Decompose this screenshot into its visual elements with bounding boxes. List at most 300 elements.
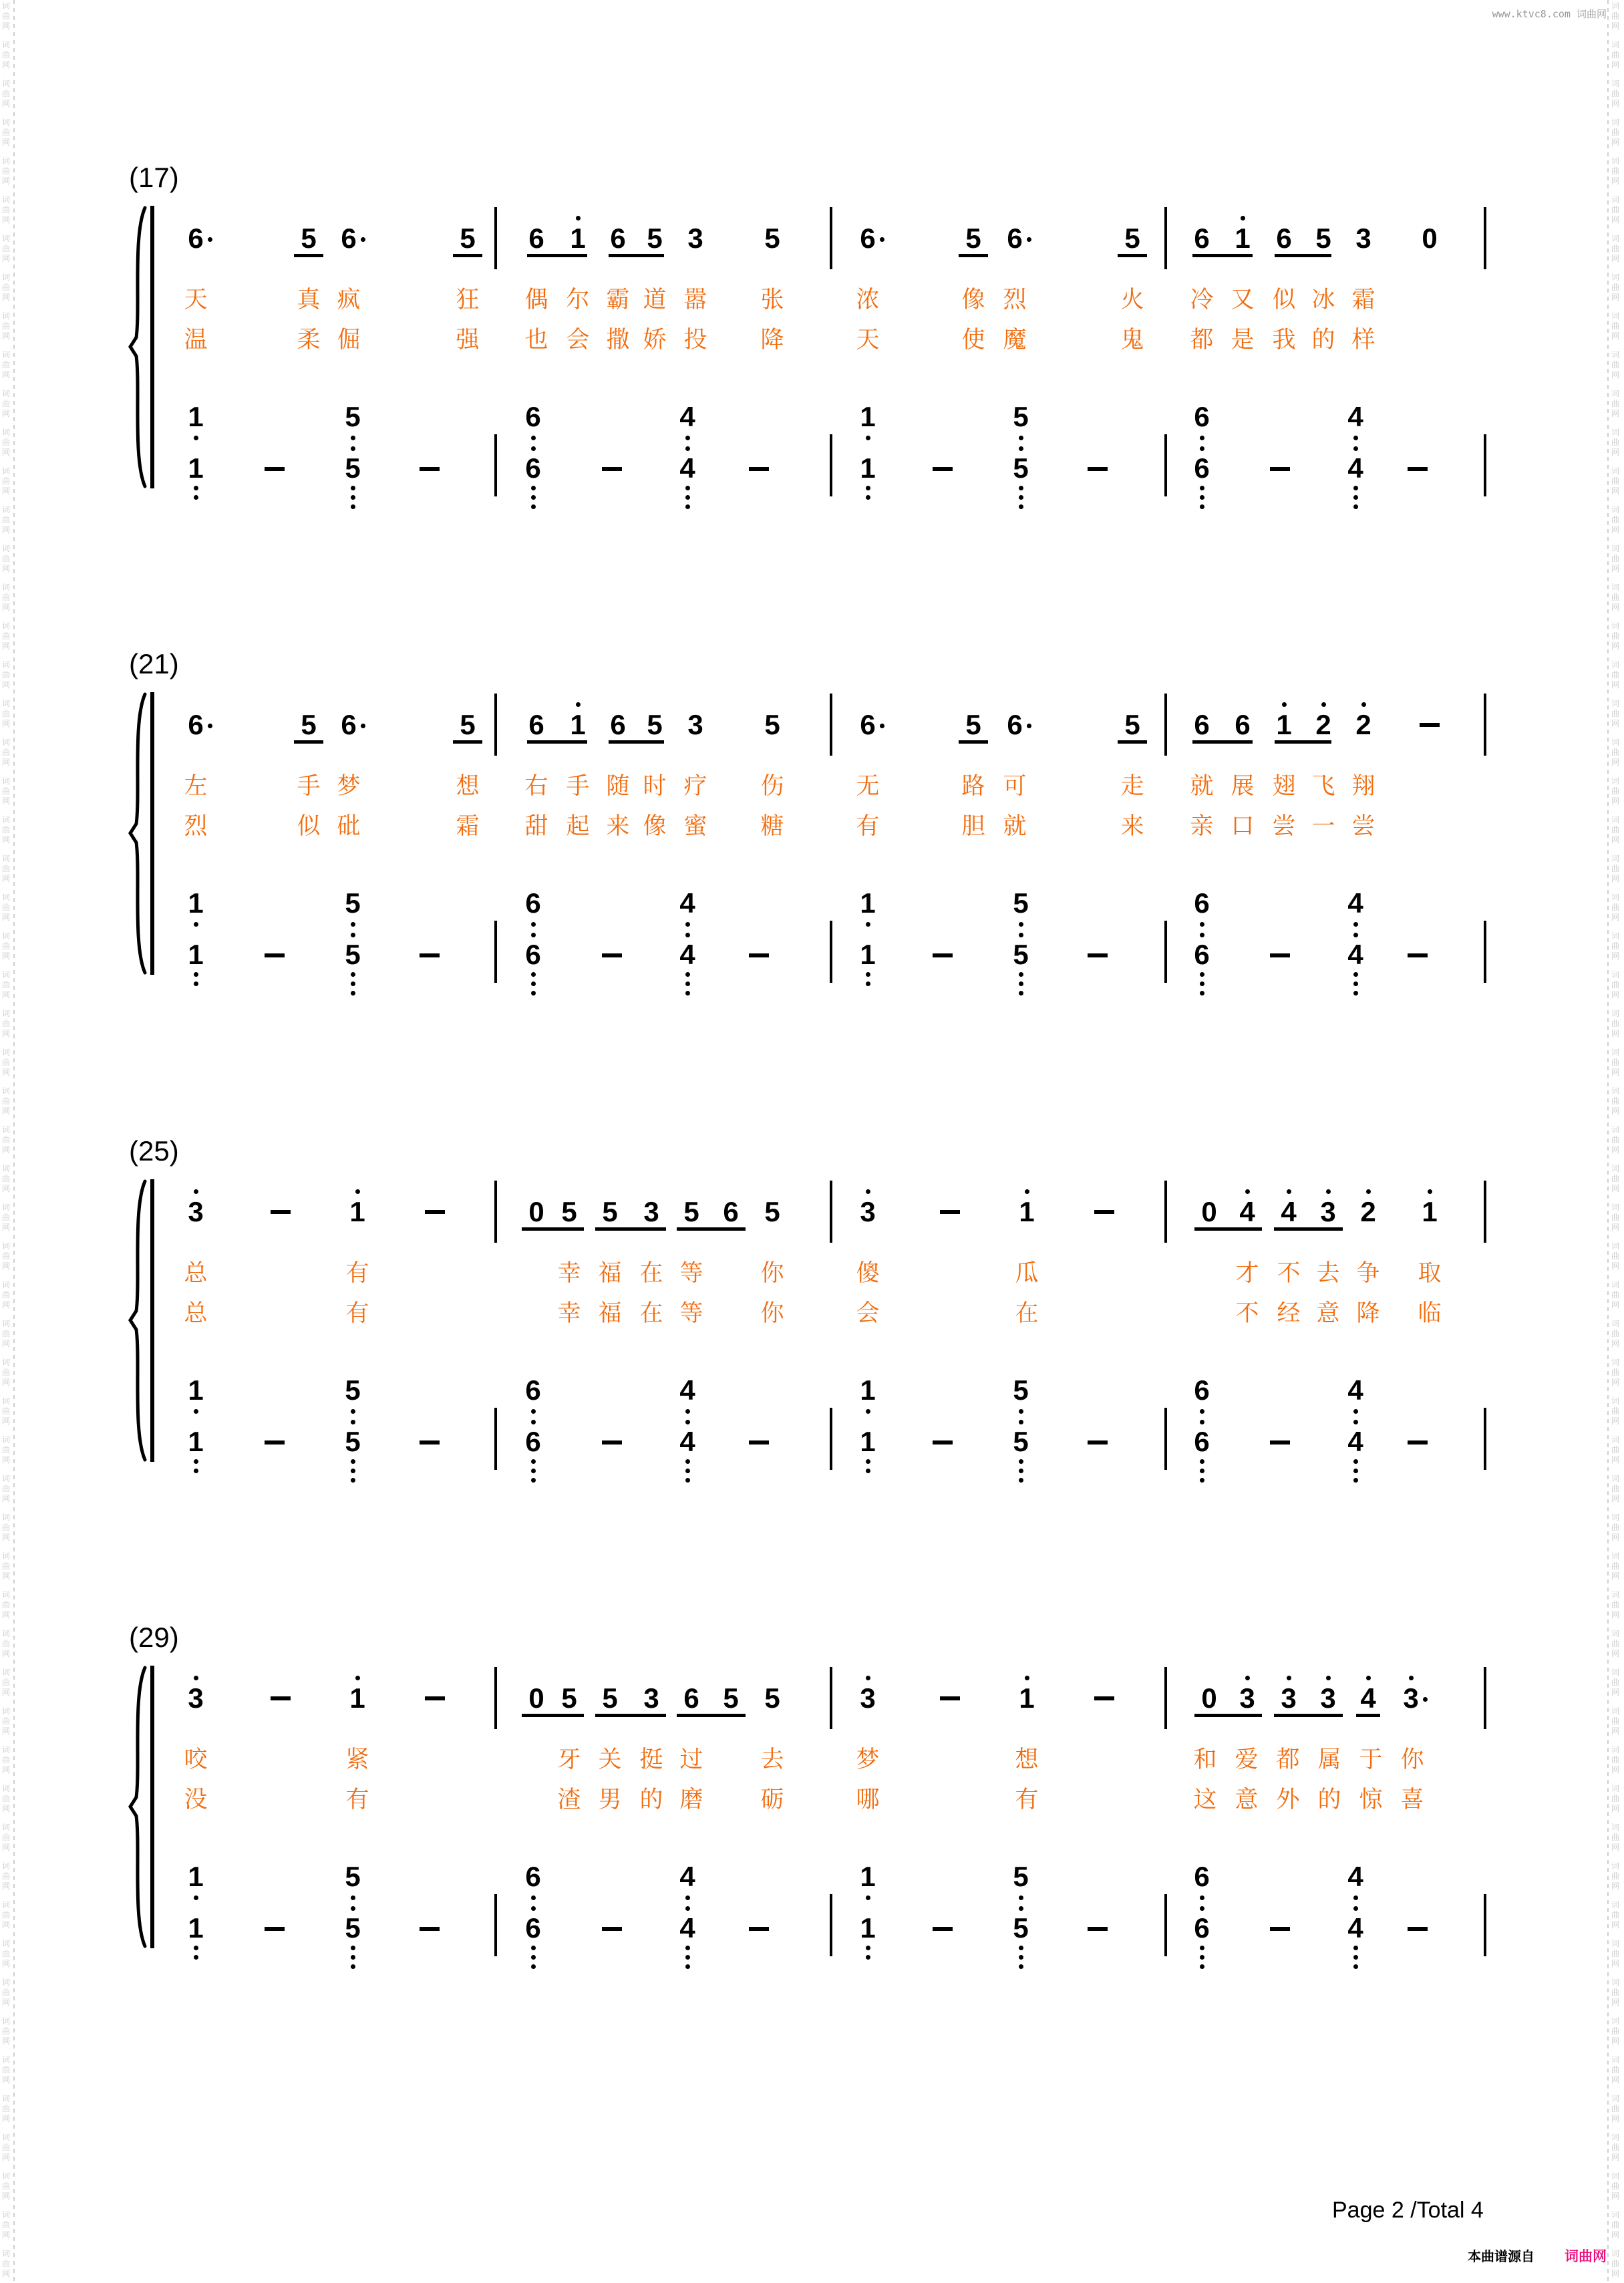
watermark-side-char: 曲 (1611, 941, 1620, 951)
watermark-side-char: 网 (2, 1804, 11, 1813)
beam-underline (1274, 1714, 1343, 1717)
lyric-line-2-char: 有 (1015, 1787, 1039, 1813)
lyric-line-2-char: 口 (1231, 813, 1255, 839)
watermark-side-char: 网 (2, 2075, 11, 2085)
beam-underline (527, 254, 587, 257)
beam-underline (609, 254, 664, 257)
bass-upper-note: 5 (345, 1861, 361, 1892)
bass-upper-note: 6 (525, 1374, 541, 1406)
augmentation-dot (208, 724, 212, 728)
octave-dot-above (194, 1676, 198, 1680)
melody-note: 1 (1422, 1196, 1438, 1227)
watermark-side-char: 曲 (1611, 1019, 1620, 1028)
melody-note: 5 (1315, 222, 1331, 254)
bass-dash (1270, 953, 1290, 957)
octave-dot-below (1019, 991, 1023, 996)
bass-barline (1164, 434, 1167, 496)
melody-note: 0 (1201, 1682, 1217, 1714)
octave-dot-above (576, 702, 581, 707)
system-measures-25 (0, 1135, 1624, 1517)
octave-dot-below (351, 1964, 355, 1969)
lyric-line-2-char: 磨 (679, 1787, 703, 1813)
lyric-line-1-char: 你 (1400, 1746, 1424, 1773)
octave-dot-below (351, 504, 355, 509)
lyric-line-1-char: 瓜 (1015, 1260, 1039, 1286)
bass-lower-note: 5 (345, 1912, 361, 1944)
bass-barline (830, 1408, 832, 1470)
augmentation-dot (208, 237, 212, 242)
octave-dot-below (1353, 981, 1358, 986)
measure-number-label: (21) (129, 648, 179, 679)
melody-note: 5 (602, 1682, 618, 1714)
octave-dot-below (194, 1409, 198, 1414)
watermark-side-char: 网 (1611, 1610, 1620, 1620)
watermark-side-char: 词 (1611, 273, 1620, 282)
watermark-side-char: 词 (2, 1513, 11, 1522)
lyric-line-1-char: 随 (606, 773, 630, 799)
watermark-side-char: 网 (1611, 1804, 1620, 1813)
lyric-line-1-char: 火 (1120, 287, 1144, 313)
bass-lower-note: 5 (345, 1426, 361, 1457)
octave-dot-below (1019, 1420, 1023, 1424)
watermark-side-char: 词 (1611, 350, 1620, 359)
watermark-side-char: 曲 (1611, 1716, 1620, 1726)
lyric-line-2-char: 降 (1356, 1300, 1380, 1326)
lyric-line-2-char: 魔 (1003, 327, 1027, 353)
lyric-line-2-char: 甜 (524, 813, 548, 839)
watermark-side-char: 曲 (2, 360, 11, 369)
melody-note: 1 (1019, 1196, 1035, 1227)
watermark-side-char: 词 (2, 79, 11, 88)
bass-upper-note: 4 (679, 887, 695, 919)
bass-dash (1088, 467, 1108, 471)
bass-dash (933, 1927, 953, 1931)
lyric-line-2-char: 喜 (1400, 1787, 1424, 1813)
bass-lower-note: 1 (860, 452, 876, 484)
octave-dot-above (355, 1676, 360, 1680)
watermark-side-char: 曲 (2, 1949, 11, 1958)
watermark-side-char: 曲 (1611, 1213, 1620, 1222)
watermark-side-char: 词 (1611, 1435, 1620, 1444)
lyric-line-1-char: 飞 (1311, 773, 1335, 799)
melody-note: 0 (1422, 222, 1438, 254)
watermark-side-char: 网 (2, 1881, 11, 1891)
octave-dot-below (1019, 933, 1023, 937)
watermark-side-char: 网 (1611, 1223, 1620, 1232)
octave-dot-above (576, 216, 581, 220)
bass-upper-note: 4 (1347, 401, 1363, 432)
lyric-line-1-char: 等 (679, 1260, 703, 1286)
watermark-side-char: 曲 (1611, 1949, 1620, 1958)
octave-dot-below (866, 1946, 870, 1950)
watermark-side-char: 曲 (2, 1213, 11, 1222)
octave-dot-below (685, 991, 690, 996)
watermark-side-char: 网 (1611, 331, 1620, 341)
lyric-line-2-char: 撒 (606, 327, 630, 353)
watermark-side-char: 网 (2, 1920, 11, 1930)
watermark-side-char: 曲 (2, 1794, 11, 1803)
watermark-side-char: 词 (2, 1706, 11, 1716)
lyric-line-2-char: 投 (683, 327, 707, 353)
octave-dot-below (685, 1459, 690, 1464)
watermark-side-char: 曲 (2, 2259, 11, 2268)
watermark-side-char: 曲 (2, 941, 11, 951)
watermark-side-char: 曲 (2, 283, 11, 292)
watermark-side-char: 网 (2, 525, 11, 535)
watermark-side-char: 词 (2, 931, 11, 941)
lyric-line-2-char: 渣 (557, 1787, 581, 1813)
watermark-side-char: 词 (2, 1474, 11, 1483)
watermark-side-char: 曲 (1611, 2104, 1620, 2113)
watermark-side-char: 曲 (1611, 1639, 1620, 1648)
melody-note: 4 (1360, 1682, 1376, 1714)
octave-dot-below (1019, 1478, 1023, 1483)
lyric-line-2-char: 胆 (961, 813, 985, 839)
watermark-side-char: 词 (1611, 428, 1620, 437)
lyric-line-2-char: 都 (1190, 327, 1214, 353)
octave-dot-below (1200, 486, 1204, 490)
melody-note: 1 (570, 709, 586, 740)
beam-underline (1118, 740, 1147, 744)
watermark-side-char: 网 (1611, 1765, 1620, 1775)
watermark-side-char: 网 (1611, 1261, 1620, 1271)
octave-dot-below (531, 495, 536, 500)
watermark-side-char: 词 (1611, 505, 1620, 514)
melody-note: 3 (1320, 1682, 1336, 1714)
lyric-line-1-char: 爱 (1235, 1746, 1259, 1773)
lyric-line-2-char: 天 (856, 327, 880, 353)
octave-dot-below (685, 1964, 690, 1969)
watermark-side-char: 网 (2, 409, 11, 418)
octave-dot-below (1353, 1459, 1358, 1464)
octave-dot-below (685, 981, 690, 986)
lyric-line-1-char: 烈 (1003, 287, 1027, 313)
watermark-side-char: 网 (1611, 293, 1620, 302)
bass-upper-note: 1 (188, 1861, 204, 1892)
bass-upper-note: 5 (345, 401, 361, 432)
watermark-side-char: 词 (1611, 776, 1620, 786)
watermark-side-char: 网 (2, 1649, 11, 1658)
lyric-line-2-char: 亲 (1190, 813, 1214, 839)
octave-dot-below (194, 922, 198, 927)
octave-dot-below (531, 1895, 536, 1900)
melody-note: 5 (301, 709, 317, 740)
melody-note: 1 (349, 1682, 365, 1714)
watermark-side-char: 词 (2, 234, 11, 243)
watermark-side-char: 网 (1611, 1571, 1620, 1581)
watermark-side-char: 曲 (2, 438, 11, 447)
watermark-side-char: 曲 (2, 825, 11, 834)
watermark-side-char: 网 (1611, 525, 1620, 535)
watermark-side-char: 曲 (1611, 631, 1620, 641)
lyric-line-2-char: 外 (1276, 1787, 1300, 1813)
watermark-side-char: 曲 (2, 1910, 11, 1920)
watermark-side-char: 词 (2, 1435, 11, 1444)
watermark-side-char: 词 (2, 2133, 11, 2142)
watermark-side-char: 词 (1611, 931, 1620, 941)
melody-barline (494, 1667, 497, 1729)
watermark-side-char: 网 (2, 1726, 11, 1736)
bass-lower-note: 1 (188, 452, 204, 484)
watermark-side-char: 曲 (2, 1251, 11, 1261)
bass-dash (1270, 1440, 1290, 1444)
watermark-side-char: 曲 (1611, 1058, 1620, 1067)
octave-dot-below (685, 1906, 690, 1911)
octave-dot-below (866, 495, 870, 500)
watermark-side-char: 网 (2, 874, 11, 883)
bass-lower-note: 5 (1013, 1426, 1029, 1457)
lyric-line-1-char: 手 (566, 773, 590, 799)
octave-dot-below (351, 1906, 355, 1911)
lyric-line-2-char: 在 (639, 1300, 663, 1326)
watermark-side-char: 曲 (2, 2181, 11, 2191)
bass-dash (1270, 467, 1290, 471)
watermark-side-char: 词 (2, 466, 11, 476)
octave-dot-below (1200, 1409, 1204, 1414)
watermark-side-char: 网 (2, 913, 11, 922)
watermark-side-char: 词 (2, 1164, 11, 1173)
watermark-side-char: 词 (2, 311, 11, 321)
octave-dot-below (685, 972, 690, 977)
watermark-side-char: 曲 (1611, 1794, 1620, 1803)
watermark-side-char: 词 (1611, 1784, 1620, 1793)
watermark-side-char: 词 (1611, 2133, 1620, 2142)
watermark-side-char: 网 (1611, 1998, 1620, 2007)
melody-note: 6 (341, 709, 357, 740)
lyric-line-1-char: 咬 (184, 1746, 208, 1773)
lyric-line-2-char: 似 (297, 813, 321, 839)
watermark-side-char: 词 (2, 40, 11, 49)
bass-lower-note: 6 (1194, 939, 1210, 970)
lyric-line-2-char: 有 (856, 813, 880, 839)
watermark-side-char: 词 (1611, 1978, 1620, 1987)
watermark-side-char: 词 (2, 2094, 11, 2103)
lyric-line-2-char: 也 (524, 327, 548, 353)
watermark-side-char: 曲 (1611, 399, 1620, 408)
lyric-line-2-char: 的 (1317, 1787, 1341, 1813)
watermark-side-char: 曲 (1611, 2181, 1620, 2191)
octave-dot-below (1353, 1906, 1358, 1911)
octave-dot-above (1282, 702, 1287, 707)
octave-dot-below (685, 1478, 690, 1483)
bass-upper-note: 6 (525, 401, 541, 432)
watermark-side-char: 词 (1611, 1513, 1620, 1522)
watermark-side-char: 词 (1611, 893, 1620, 902)
melody-note: 3 (643, 1196, 659, 1227)
watermark-side-char: 网 (2, 641, 11, 651)
watermark-side-char: 词 (1611, 1241, 1620, 1251)
watermark-side-char: 词 (2, 970, 11, 979)
bass-barline (1164, 1408, 1167, 1470)
melody-barline (830, 694, 832, 756)
melody-note: 5 (561, 1682, 577, 1714)
watermark-side-char: 词 (2, 699, 11, 708)
watermark-side-char: 词 (2, 273, 11, 282)
octave-dot-below (1019, 1459, 1023, 1464)
octave-dot-below (194, 1946, 198, 1950)
melody-barline (1484, 1181, 1486, 1243)
octave-dot-above (1361, 702, 1366, 707)
lyric-line-2-char: 强 (456, 327, 480, 353)
beam-underline (677, 1227, 746, 1231)
watermark-side-char: 曲 (2, 476, 11, 486)
watermark-side-char: 曲 (1611, 89, 1620, 98)
bass-barline (494, 1408, 497, 1470)
melody-note: 4 (1239, 1196, 1255, 1227)
watermark-side-char: 网 (1611, 370, 1620, 379)
lyric-line-1-char: 右 (524, 773, 548, 799)
watermark-side-char: 曲 (1611, 554, 1620, 563)
bass-upper-note: 1 (188, 1374, 204, 1406)
watermark-side-char: 网 (2, 2114, 11, 2123)
beam-underline (1192, 254, 1253, 257)
footer-source-label: 本曲谱源自 (1468, 2250, 1534, 2264)
watermark-side-char: 词 (1611, 1, 1620, 11)
lyric-line-2-char: 我 (1272, 327, 1296, 353)
lyric-line-1-char: 都 (1276, 1746, 1300, 1773)
melody-barline (830, 1667, 832, 1729)
watermark-side-char: 词 (2, 1590, 11, 1600)
system-measures-29 (0, 1622, 1624, 2003)
watermark-side-char: 词 (2, 544, 11, 553)
lyric-line-1-char: 你 (760, 1260, 784, 1286)
octave-dot-below (685, 1409, 690, 1414)
watermark-side-char: 词 (2, 350, 11, 359)
octave-dot-below (1353, 446, 1358, 451)
watermark-side-char: 曲 (1611, 438, 1620, 447)
lyric-line-2-char: 惊 (1359, 1787, 1383, 1813)
lyric-line-1-char: 取 (1418, 1260, 1442, 1286)
octave-dot-below (685, 495, 690, 500)
octave-dot-below (351, 922, 355, 927)
watermark-side-char: 词 (1611, 1203, 1620, 1212)
bass-lower-note: 4 (1347, 1912, 1363, 1944)
melody-dash (271, 1696, 291, 1700)
octave-dot-below (351, 1469, 355, 1473)
bass-dash (749, 953, 769, 957)
octave-dot-below (1353, 1478, 1358, 1483)
watermark-side-char: 词 (1611, 1706, 1620, 1716)
watermark-side-char: 曲 (2, 670, 11, 679)
watermark-side-char: 曲 (1611, 166, 1620, 176)
watermark-side-char: 曲 (1611, 1251, 1620, 1261)
lyric-line-1-char: 路 (961, 773, 985, 799)
watermark-side-char: 曲 (1611, 786, 1620, 796)
octave-dot-above (1025, 1676, 1029, 1680)
watermark-side-char: 网 (1611, 1145, 1620, 1155)
watermark-side-char: 网 (1611, 1688, 1620, 1697)
watermark-side-char: 网 (1611, 990, 1620, 1000)
watermark-side-char: 词 (2, 1280, 11, 1289)
lyric-line-1-char: 想 (1015, 1746, 1039, 1773)
watermark-side-char: 词 (1611, 1319, 1620, 1328)
octave-dot-below (685, 1469, 690, 1473)
octave-dot-below (685, 446, 690, 451)
watermark-side-char: 网 (2, 835, 11, 845)
lyric-line-1-char: 浓 (856, 287, 880, 313)
bass-dash (1408, 953, 1428, 957)
melody-note: 1 (570, 222, 586, 254)
octave-dot-below (351, 486, 355, 490)
octave-dot-below (531, 504, 536, 509)
watermark-side-char: 网 (2, 1688, 11, 1697)
bass-lower-note: 4 (1347, 1426, 1363, 1457)
bass-lower-note: 4 (679, 1426, 695, 1457)
bass-lower-note: 1 (188, 1426, 204, 1457)
lyric-line-1-char: 和 (1193, 1746, 1217, 1773)
watermark-side-char: 词 (1611, 2094, 1620, 2103)
octave-dot-below (1200, 922, 1204, 927)
bass-barline (494, 921, 497, 983)
watermark-side-char: 曲 (2, 205, 11, 214)
watermark-side-char: 网 (1611, 641, 1620, 651)
watermark-side-char: 词 (2, 621, 11, 631)
lyric-line-2-char: 哪 (856, 1787, 880, 1813)
lyric-line-2-char: 砒 (337, 813, 361, 839)
octave-dot-above (1326, 1676, 1331, 1680)
watermark-side-char: 曲 (1611, 593, 1620, 602)
watermark-side-char: 词 (1611, 1086, 1620, 1096)
watermark-side-char: 曲 (2, 1871, 11, 1881)
watermark-side-char: 词 (2, 1319, 11, 1328)
watermark-side-char: 词 (1611, 1474, 1620, 1483)
melody-dash (940, 1210, 960, 1214)
octave-dot-below (531, 1946, 536, 1950)
beam-underline (1356, 1714, 1380, 1717)
octave-dot-below (685, 922, 690, 927)
melody-barline (830, 1181, 832, 1243)
octave-dot-below (1200, 1955, 1204, 1960)
watermark-side-char: 曲 (2, 1755, 11, 1765)
melody-note: 6 (1194, 222, 1210, 254)
watermark-side-char: 曲 (2, 1019, 11, 1028)
octave-dot-below (685, 1946, 690, 1950)
lyric-line-2-char: 蜜 (683, 813, 707, 839)
octave-dot-below (1353, 486, 1358, 490)
watermark-side-char: 曲 (2, 980, 11, 990)
melody-note: 2 (1360, 1196, 1376, 1227)
bass-lower-note: 1 (860, 1426, 876, 1457)
lyric-line-2-char: 温 (184, 327, 208, 353)
lyric-line-1-char: 去 (760, 1746, 784, 1773)
watermark-side-char: 曲 (2, 1058, 11, 1067)
watermark-side-char: 网 (2, 603, 11, 612)
bass-dash (265, 467, 285, 471)
watermark-side-char: 曲 (2, 864, 11, 873)
melody-note: 6 (860, 709, 876, 740)
melody-note: 6 (860, 222, 876, 254)
octave-dot-below (1200, 436, 1204, 440)
melody-note: 6 (528, 709, 544, 740)
watermark-side-char: 曲 (2, 593, 11, 602)
watermark-side-char: 曲 (2, 89, 11, 98)
melody-note: 6 (723, 1196, 739, 1227)
melody-note: 3 (860, 1682, 876, 1714)
watermark-side-char: 网 (2, 1455, 11, 1465)
lyric-line-2-char: 你 (760, 1300, 784, 1326)
grand-staff-brace (127, 206, 147, 488)
watermark-side-char: 词 (2, 854, 11, 863)
watermark-side-char: 词 (2, 2055, 11, 2065)
bass-upper-note: 1 (860, 401, 876, 432)
watermark-side-char: 网 (2, 176, 11, 186)
octave-dot-below (531, 933, 536, 937)
watermark-side-char: 曲 (1611, 980, 1620, 990)
watermark-side-char: 曲 (2, 2143, 11, 2152)
melody-note: 5 (683, 1196, 699, 1227)
bass-lower-note: 4 (679, 939, 695, 970)
octave-dot-below (531, 991, 536, 996)
